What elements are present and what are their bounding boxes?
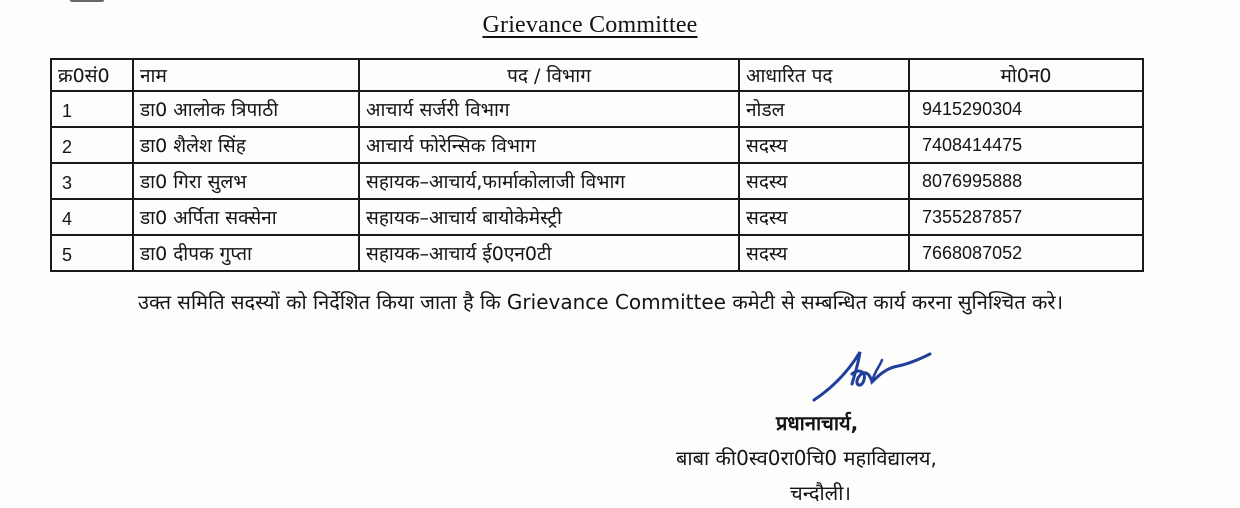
header-mobile: मो0न0 <box>909 59 1143 91</box>
table-header-row <box>51 59 1143 91</box>
header-designation-department: पद / विभाग <box>359 59 739 91</box>
cell-name: डा0 आलोक त्रिपाठी <box>133 91 359 127</box>
cell-role: सदस्य <box>739 199 909 235</box>
table-row <box>51 127 1143 163</box>
cell-name: डा0 शैलेश सिंह <box>133 127 359 163</box>
signatory-place: चन्दौली। <box>790 481 851 505</box>
cell-serial-no: 1 <box>51 91 133 127</box>
table-row <box>51 199 1143 235</box>
handwritten-signature <box>808 338 938 408</box>
cell-role: सदस्य <box>739 127 909 163</box>
cell-mobile: 8076995888 <box>909 163 1143 199</box>
cropped-text-fragment-top <box>70 0 104 2</box>
cell-role: सदस्य <box>739 235 909 271</box>
cell-name: डा0 दीपक गुप्ता <box>133 235 359 271</box>
header-serial-no: क्र0सं0 <box>51 59 133 91</box>
cell-designation-department: सहायक–आचार्य,फार्माकोलाजी विभाग <box>359 163 739 199</box>
instruction-paragraph: उक्त समिति सदस्यों को निर्देशित किया जाता है कि Grievance Committee कमेटी से सम्बन्धित कार्य करना सुनिश्चित करे। <box>138 290 1064 314</box>
table-row <box>51 235 1143 271</box>
cell-mobile: 7668087052 <box>909 235 1143 271</box>
cropped-text-fragment-bottom <box>60 498 360 506</box>
cell-name: डा0 अर्पिता सक्सेना <box>133 199 359 235</box>
cell-designation-department: आचार्य सर्जरी विभाग <box>359 91 739 127</box>
header-role: आधारित पद <box>739 59 909 91</box>
cell-serial-no: 2 <box>51 127 133 163</box>
cell-serial-no: 4 <box>51 199 133 235</box>
cell-designation-department: सहायक–आचार्य ई0एन0टी <box>359 235 739 271</box>
cell-designation-department: सहायक–आचार्य बायोकेमेस्ट्री <box>359 199 739 235</box>
document-title: Grievance Committee <box>482 12 698 38</box>
cell-mobile: 7408414475 <box>909 127 1143 163</box>
cell-mobile: 9415290304 <box>909 91 1143 127</box>
cell-role: सदस्य <box>739 163 909 199</box>
table-row <box>51 163 1143 199</box>
signatory-designation: प्रधानाचार्य, <box>776 411 859 435</box>
table-row <box>51 91 1143 127</box>
cell-name: डा0 गिरा सुलभ <box>133 163 359 199</box>
cell-designation-department: आचार्य फोरेन्सिक विभाग <box>359 127 739 163</box>
committee-table <box>50 58 1144 272</box>
cell-role: नोडल <box>739 91 909 127</box>
cell-serial-no: 5 <box>51 235 133 271</box>
cell-mobile: 7355287857 <box>909 199 1143 235</box>
cell-serial-no: 3 <box>51 163 133 199</box>
header-name: नाम <box>133 59 359 91</box>
signatory-institution: बाबा की0स्व0रा0चि0 महाविद्यालय, <box>676 446 937 470</box>
